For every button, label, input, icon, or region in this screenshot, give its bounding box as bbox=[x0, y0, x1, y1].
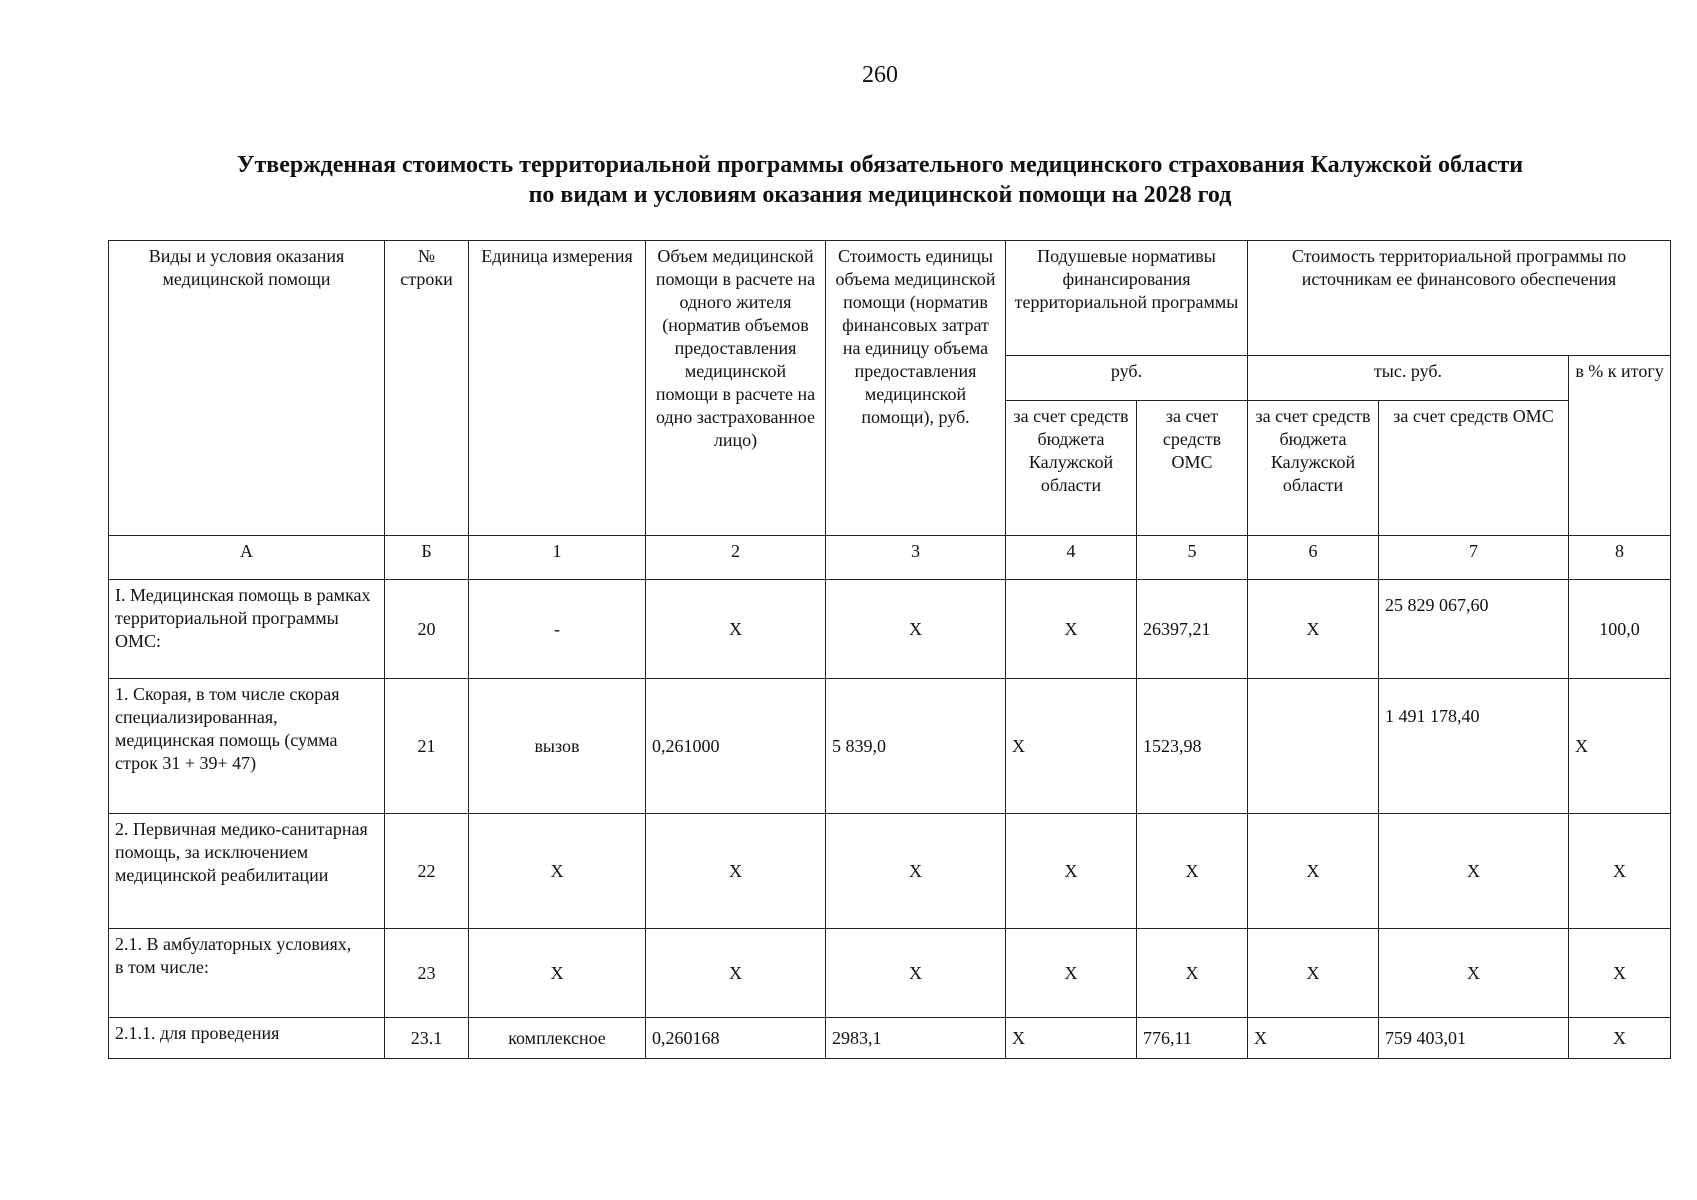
cell-percent: X bbox=[1569, 929, 1671, 1018]
row-label: 2.1. В амбулаторных условиях, в том числе: bbox=[109, 929, 385, 1018]
row-number: 22 bbox=[385, 814, 469, 929]
header-col-7: за счет средств ОМС bbox=[1379, 401, 1569, 536]
cell-percent: X bbox=[1569, 679, 1671, 814]
cell-percent: X bbox=[1569, 814, 1671, 929]
header-col-a: Виды и условия оказания медицинской помощи bbox=[109, 241, 385, 536]
cell-percent: X bbox=[1569, 1018, 1671, 1059]
cell-unit-cost: X bbox=[826, 580, 1006, 679]
cell-per-capita-oms: 776,11 bbox=[1137, 1018, 1248, 1059]
document-title bbox=[100, 150, 1660, 210]
cell-cost-oms: X bbox=[1379, 929, 1569, 1018]
row-number: 23.1 bbox=[385, 1018, 469, 1059]
column-number: 2 bbox=[646, 536, 826, 580]
header-percent-total: в % к итогу bbox=[1569, 356, 1671, 536]
row-label: 1. Скорая, в том числе скорая специализированная, медицинская помощь (сумма строк 31 + 39+ 47) bbox=[109, 679, 385, 814]
table-row bbox=[109, 1018, 1671, 1059]
column-number: 5 bbox=[1137, 536, 1248, 580]
table-row bbox=[109, 679, 1671, 814]
cell-volume: X bbox=[646, 929, 826, 1018]
cell-cost-budget: X bbox=[1248, 580, 1379, 679]
header-per-capita: Подушевые нормативы финансирования территориальной программы bbox=[1006, 241, 1248, 356]
table-row bbox=[109, 814, 1671, 929]
cell-unit: - bbox=[469, 580, 646, 679]
column-number: Б bbox=[385, 536, 469, 580]
cell-per-capita-budget: X bbox=[1006, 814, 1137, 929]
header-col-5: за счет средств ОМС bbox=[1137, 401, 1248, 536]
cell-percent: 100,0 bbox=[1569, 580, 1671, 679]
header-col-2: Объем медицинской помощи в расчете на одного жителя (норматив объемов предоставления медицинской помощи в расчете на одно застрахованное лицо) bbox=[646, 241, 826, 536]
column-number: 1 bbox=[469, 536, 646, 580]
cell-unit-cost: X bbox=[826, 929, 1006, 1018]
column-number: 8 bbox=[1569, 536, 1671, 580]
cell-cost-oms: X bbox=[1379, 814, 1569, 929]
cell-unit: X bbox=[469, 929, 646, 1018]
row-label: 2. Первичная медико-санитарная помощь, за исключением медицинской реабилитации bbox=[109, 814, 385, 929]
header-col-6: за счет средств бюджета Калужской области bbox=[1248, 401, 1379, 536]
cell-cost-budget: X bbox=[1248, 814, 1379, 929]
cell-cost-oms: 1 491 178,40 bbox=[1379, 679, 1569, 814]
column-number: А bbox=[109, 536, 385, 580]
cell-cost-oms: 25 829 067,60 bbox=[1379, 580, 1569, 679]
table-row bbox=[109, 580, 1671, 679]
cell-per-capita-oms: 26397,21 bbox=[1137, 580, 1248, 679]
column-number-row bbox=[109, 536, 1671, 580]
title-line-1: Утвержденная стоимость территориальной программы обязательного медицинского страхования Калужской области bbox=[236, 152, 1524, 178]
cell-per-capita-oms: X bbox=[1137, 814, 1248, 929]
cell-cost-budget: X bbox=[1248, 1018, 1379, 1059]
cell-per-capita-budget: X bbox=[1006, 929, 1137, 1018]
cell-volume: X bbox=[646, 814, 826, 929]
cell-per-capita-budget: X bbox=[1006, 580, 1137, 679]
header-col-b: № строки bbox=[385, 241, 469, 536]
program-cost-table bbox=[108, 240, 1671, 1059]
row-label: I. Медицинская помощь в рамках территориальной программы ОМС: bbox=[109, 580, 385, 679]
page-number: 260 bbox=[862, 62, 898, 88]
cell-cost-budget bbox=[1248, 679, 1379, 814]
column-number: 6 bbox=[1248, 536, 1379, 580]
cell-volume: X bbox=[646, 580, 826, 679]
header-col-1: Единица измерения bbox=[469, 241, 646, 536]
cell-volume: 0,260168 bbox=[646, 1018, 826, 1059]
cell-per-capita-oms: 1523,98 bbox=[1137, 679, 1248, 814]
column-number: 3 bbox=[826, 536, 1006, 580]
cell-unit: вызов bbox=[469, 679, 646, 814]
cell-unit: X bbox=[469, 814, 646, 929]
header-col-4: за счет средств бюджета Калужской области bbox=[1006, 401, 1137, 536]
cell-per-capita-oms: X bbox=[1137, 929, 1248, 1018]
row-number: 21 bbox=[385, 679, 469, 814]
table-row bbox=[109, 929, 1671, 1018]
cell-cost-budget: X bbox=[1248, 929, 1379, 1018]
header-rub: руб. bbox=[1006, 356, 1248, 401]
cell-per-capita-budget: X bbox=[1006, 1018, 1137, 1059]
cell-unit-cost: 5 839,0 bbox=[826, 679, 1006, 814]
header-thousand-rub: тыс. руб. bbox=[1248, 356, 1569, 401]
title-line-2: по видам и условиям оказания медицинской помощи на 2028 год bbox=[528, 182, 1232, 208]
row-label: 2.1.1. для проведения bbox=[109, 1018, 385, 1059]
cell-unit-cost: X bbox=[826, 814, 1006, 929]
header-col-3: Стоимость единицы объема медицинской помощи (норматив финансовых затрат на единицу объема предоставления медицинской помощи), руб. bbox=[826, 241, 1006, 536]
cell-per-capita-budget: X bbox=[1006, 679, 1137, 814]
column-number: 7 bbox=[1379, 536, 1569, 580]
cell-cost-oms: 759 403,01 bbox=[1379, 1018, 1569, 1059]
cell-unit-cost: 2983,1 bbox=[826, 1018, 1006, 1059]
row-number: 20 bbox=[385, 580, 469, 679]
cell-unit: комплексное bbox=[469, 1018, 646, 1059]
header-program-cost: Стоимость территориальной программы по источникам ее финансового обеспечения bbox=[1248, 241, 1671, 356]
header-row-1 bbox=[109, 241, 1671, 356]
column-number: 4 bbox=[1006, 536, 1137, 580]
cell-volume: 0,261000 bbox=[646, 679, 826, 814]
row-number: 23 bbox=[385, 929, 469, 1018]
